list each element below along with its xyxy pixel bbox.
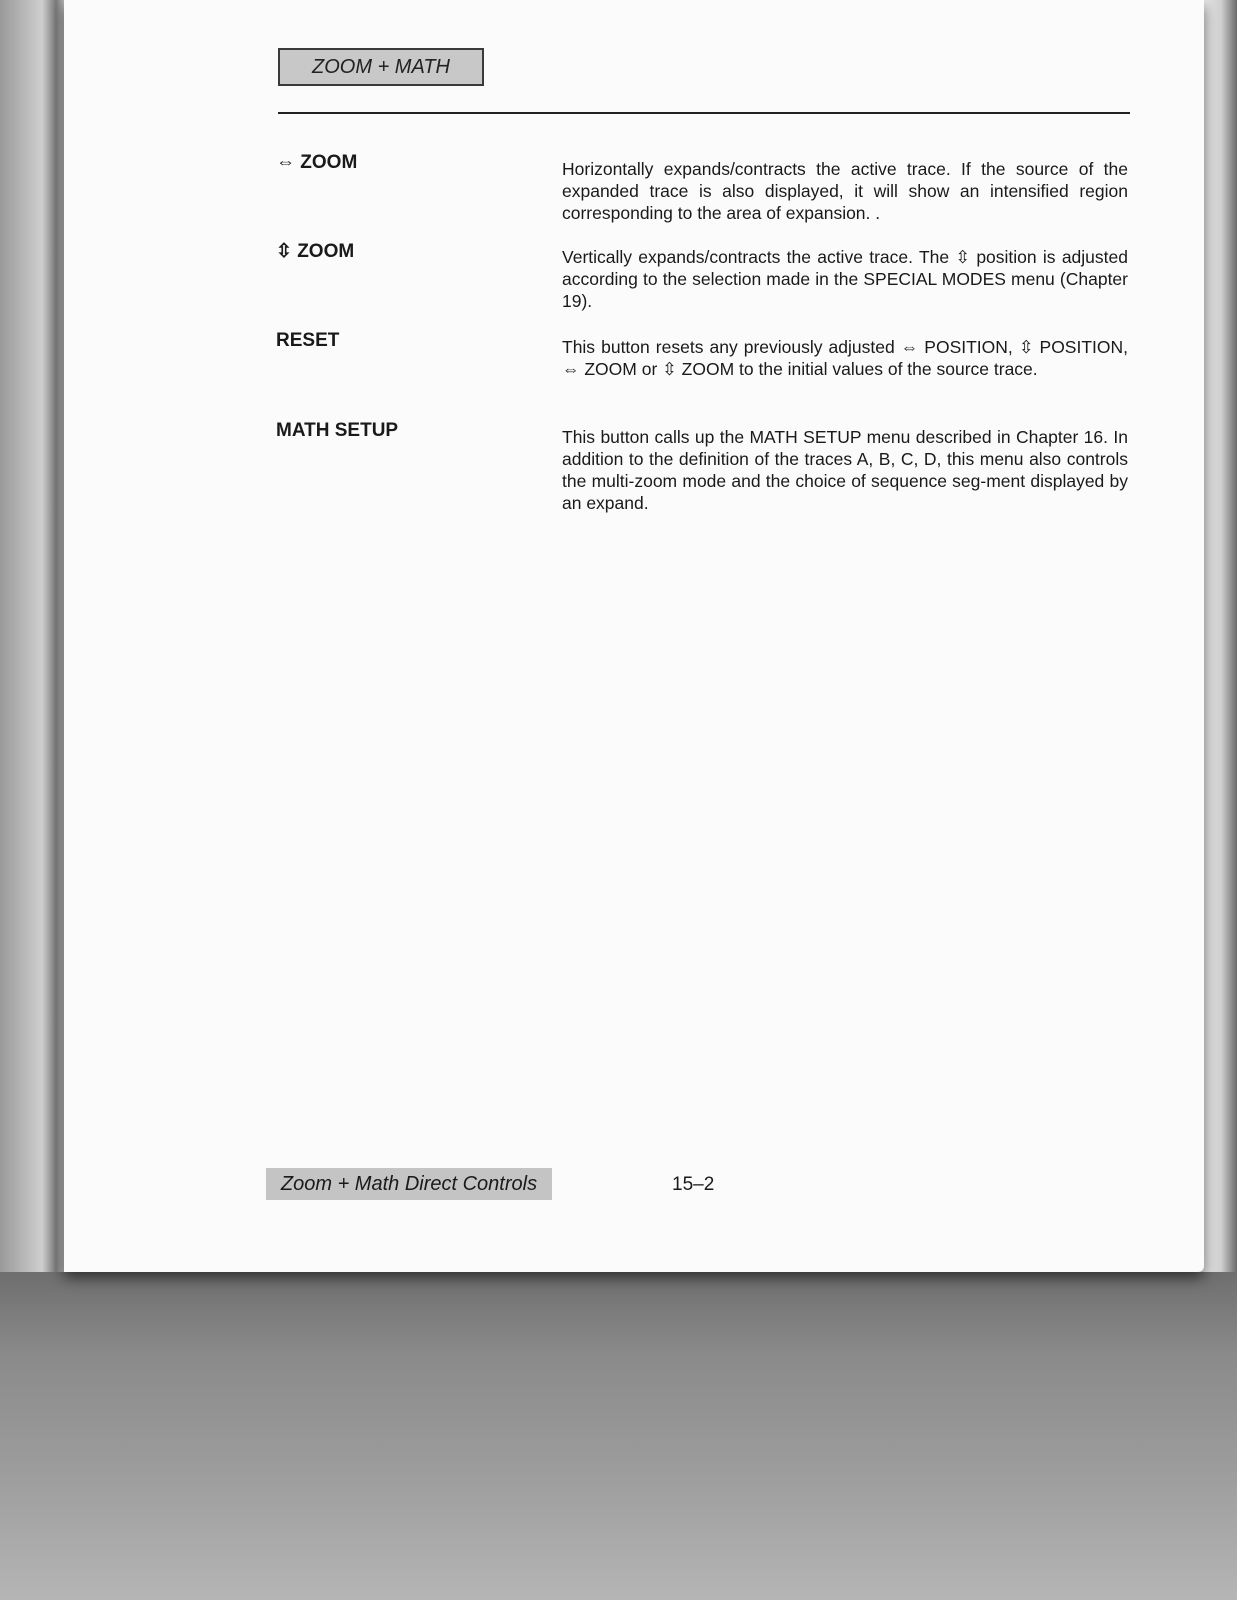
section-title: ZOOM + MATH xyxy=(312,55,450,78)
entry-label: ⇳ ZOOM xyxy=(276,241,355,262)
section-title-box xyxy=(278,48,484,86)
entry-description: This button resets any previously adjusted ⇔ POSITION, ⇳ POSITION, ⇔ ZOOM or ⇳ ZOOM to the initial values of the source trace. xyxy=(562,337,1128,379)
entry-description: This button calls up the MATH SETUP menu described in Chapter 16. In addition to the definition of the traces A, B, C, D, this menu also controls the multi-zoom mode and the choice of sequence seg-ment displayed by an expand. xyxy=(562,427,1128,513)
entry-label: ⇔ ZOOM xyxy=(276,152,358,173)
entry-description: Vertically expands/contracts the active trace. The ⇳ position is adjusted according to the selection made in the SPECIAL MODES menu (Chapter 19). xyxy=(562,247,1128,311)
manual-page xyxy=(64,0,1204,1272)
header-rule xyxy=(278,112,1130,114)
scan-background xyxy=(0,1272,1237,1600)
footer-chapter-title: Zoom + Math Direct Controls xyxy=(280,1172,538,1195)
page-number: 15–2 xyxy=(672,1174,715,1195)
entry-description: Horizontally expands/contracts the active trace. If the source of the expanded trace is also displayed, it will show an intensified region corresponding to the area of expansion. . xyxy=(562,159,1128,223)
entry-label: MATH SETUP xyxy=(276,420,399,441)
footer-chapter-box xyxy=(266,1168,552,1200)
entry-label: RESET xyxy=(276,330,340,351)
